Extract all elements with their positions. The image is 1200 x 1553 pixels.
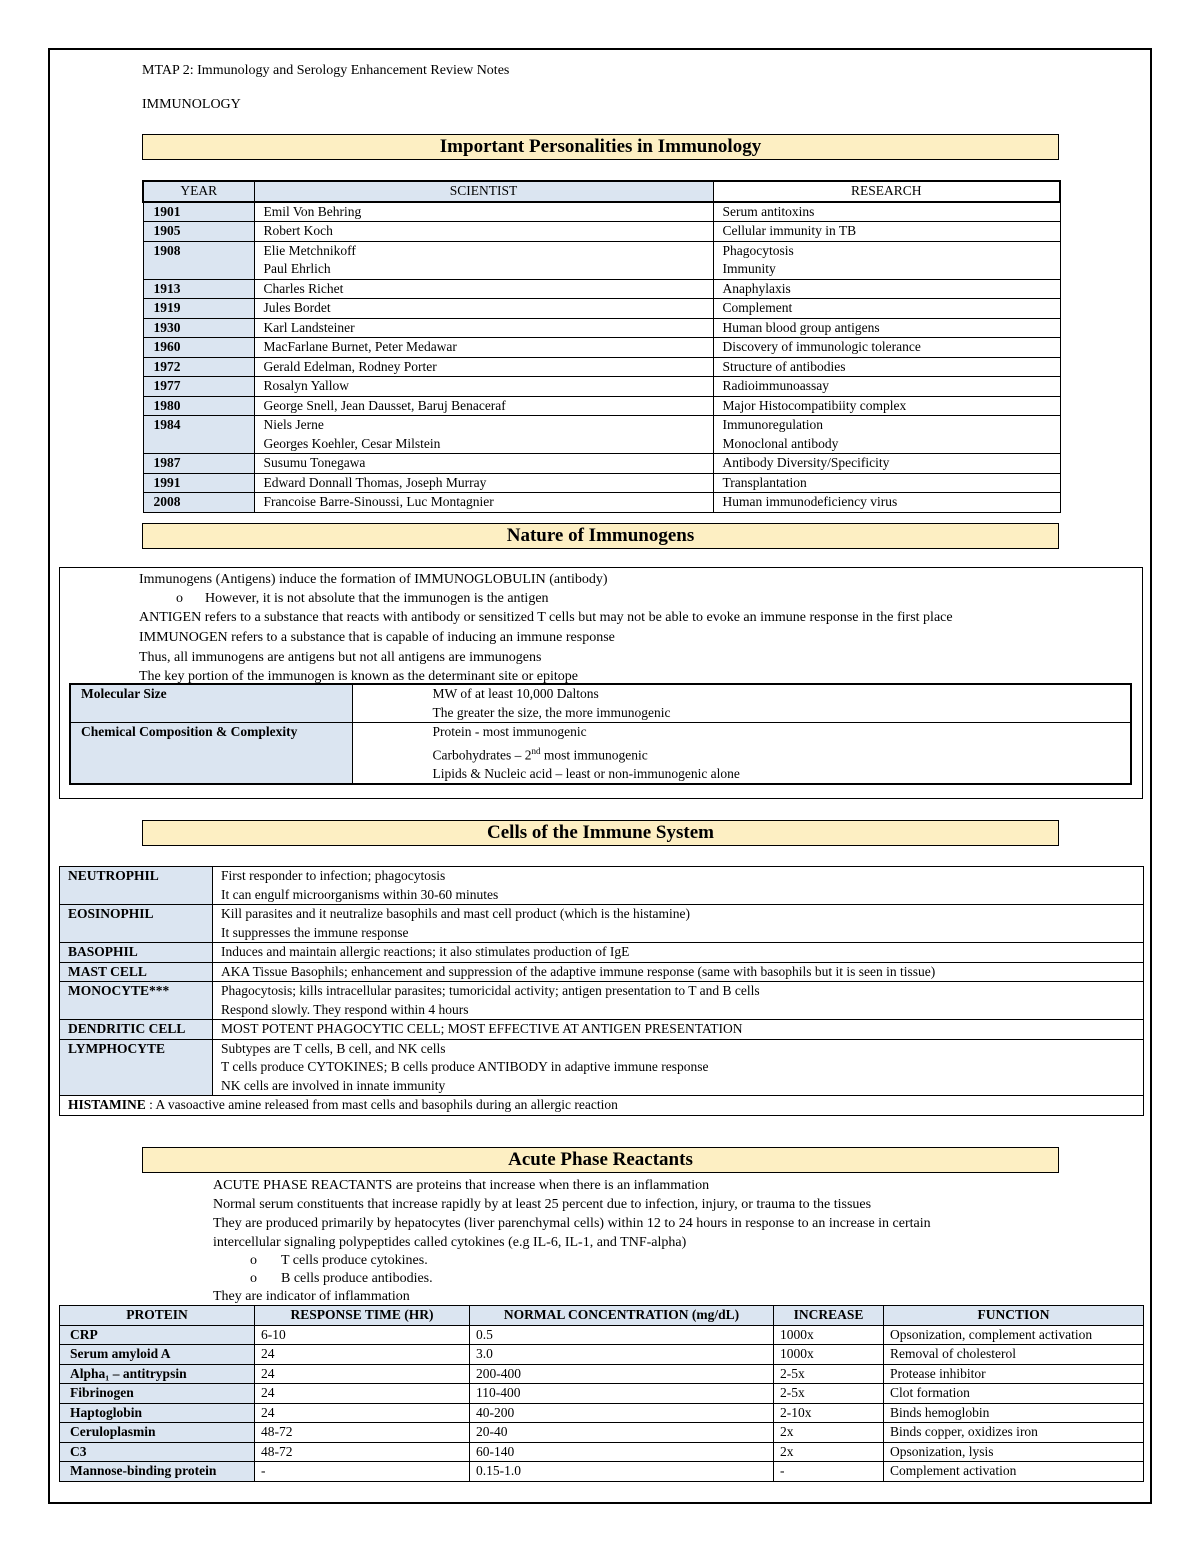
cell-type-row [60,962,1144,982]
cell-type-description [213,943,1144,963]
year-cell: 1991 [143,473,254,493]
function-cell: Removal of cholesterol [884,1345,1144,1365]
scientist-name: Robert Koch [263,223,333,238]
bullet-mark: o [250,1271,257,1286]
acute-phase-row [60,1325,1144,1345]
increase-cell: 2-5x [774,1384,884,1404]
scientist-name: Gerald Edelman, Rodney Porter [263,358,437,374]
research-cell [713,493,1060,513]
year-cell: 1913 [143,279,254,299]
research-topic: Immunoregulation [722,417,823,432]
cell-type-name: DENDRITIC CELL [60,1020,213,1040]
protein-cell: Mannose-binding protein [60,1462,255,1482]
response-time-cell: 24 [255,1384,470,1404]
cell-type-row [60,905,1144,943]
research-cell [713,377,1060,397]
research-cell [713,473,1060,493]
personality-row [143,279,1060,299]
col-header-year: YEAR [143,181,254,202]
protein-cell: Ceruloplasmin [60,1423,255,1443]
molecular-size-value [352,684,1131,723]
chem-line-1: Protein - most immunogenic [432,724,587,739]
scientist-cell [254,279,713,299]
scientist-cell [254,454,713,474]
cell-type-description [213,1020,1144,1040]
scientist-name: MacFarlane Burnet, Peter Medawar [263,339,457,354]
nature-line-5: The key portion of the immunogen is known as the determinant site or epitope [139,669,578,684]
scientist-name: Susumu Tonegawa [263,455,366,470]
description-line: Subtypes are T cells, B cell, and NK cells [221,1040,446,1056]
cell-type-name: BASOPHIL [60,943,213,963]
research-topic: Structure of antibodies [722,358,846,374]
histamine-label: HISTAMINE [68,1097,146,1112]
increase-cell: 1000x [774,1325,884,1345]
scientist-cell [254,396,713,416]
concentration-cell: 200-400 [470,1364,774,1384]
description-line: Kill parasites and it neutralize basophils and mast cell product (which is the histamine) [221,906,690,921]
research-topic: Cellular immunity in TB [722,223,857,238]
personality-row [143,338,1060,358]
personality-row [143,473,1060,493]
personality-row [143,396,1060,416]
col-header-function: FUNCTION [884,1306,1144,1326]
scientist-cell [254,357,713,377]
cell-type-name: MAST CELL [60,962,213,982]
year-cell: 1908 [143,241,254,279]
function-cell: Clot formation [884,1384,1144,1404]
research-topic: Phagocytosis [722,242,794,258]
increase-cell: 2x [774,1423,884,1443]
protein-cell: Serum amyloid A [60,1345,255,1365]
personality-row [143,377,1060,397]
response-time-cell: - [255,1462,470,1482]
chem-line-3: Lipids & Nucleic acid – least or non-immunogenic alone [432,765,740,781]
personality-row [143,357,1060,377]
scientist-cell [254,241,713,279]
col-header-response-time: RESPONSE TIME (HR) [255,1306,470,1326]
cell-type-row [60,1039,1144,1096]
scientist-name: Jules Bordet [263,300,331,315]
description-line: It suppresses the immune response [221,924,409,940]
year-cell: 1960 [143,338,254,358]
research-cell [713,416,1060,454]
molecular-size-label: Molecular Size [70,684,352,723]
research-cell [713,299,1060,319]
research-cell [713,241,1060,279]
concentration-cell: 0.15-1.0 [470,1462,774,1482]
research-cell [713,454,1060,474]
scientist-name: Niels Jerne [263,417,324,432]
increase-cell: 2-5x [774,1364,884,1384]
acute-phase-row [60,1442,1144,1462]
protein-cell: C3 [60,1442,255,1462]
nature-line-3: IMMUNOGEN refers to a substance that is capable of inducing an immune response [139,630,615,645]
personality-row [143,241,1060,279]
acute-phase-row [60,1423,1144,1443]
acute-phase-table [59,1305,1144,1482]
scientist-cell [254,493,713,513]
nature-line-4: Thus, all immunogens are antigens but not all antigens are immunogens [139,650,542,665]
research-topic: Serum antitoxins [722,203,815,219]
research-cell [713,318,1060,338]
research-topic: Human immunodeficiency virus [722,494,898,509]
function-cell: Protease inhibitor [884,1364,1144,1384]
increase-cell: 2x [774,1442,884,1462]
acute-phase-row [60,1384,1144,1404]
personalities-table [142,180,1061,513]
increase-cell: - [774,1462,884,1482]
cell-type-description [213,1039,1144,1096]
scientist-cell [254,416,713,454]
concentration-cell: 20-40 [470,1423,774,1443]
description-line: Phagocytosis; kills intracellular parasites; tumoricidal activity; antigen presentation to T and B cells [221,983,760,998]
col-header-research: RESEARCH [713,181,1060,202]
personality-row [143,299,1060,319]
function-cell: Opsonization, lysis [884,1442,1144,1462]
cells-banner: Cells of the Immune System [142,820,1059,846]
nature-line-1: Immunogens (Antigens) induce the formation of IMMUNOGLOBULIN (antibody) [139,572,608,587]
scientist-cell [254,299,713,319]
nature-banner: Nature of Immunogens [142,523,1059,549]
year-cell: 1905 [143,222,254,242]
cells-table [59,866,1144,1116]
protein-cell: Alpha₁ – antitrypsin [60,1364,255,1384]
research-topic: Transplantation [722,474,807,490]
cell-type-name: NEUTROPHIL [60,867,213,905]
chem-line-2 [433,742,1131,765]
research-topic: Anaphylaxis [722,280,791,296]
scientist-cell [254,338,713,358]
bullet-text: B cells produce antibodies. [281,1271,433,1286]
cell-type-row [60,867,1144,905]
research-topic: Discovery of immunologic tolerance [722,339,921,354]
acute-line-5: They are indicator of inflammation [213,1289,410,1304]
protein-cell: CRP [60,1325,255,1345]
acute-bullet-2 [250,1269,433,1289]
col-header-protein: PROTEIN [60,1306,255,1326]
histamine-row [60,1096,1144,1116]
function-cell: Binds copper, oxidizes iron [884,1423,1144,1443]
cell-type-row [60,982,1144,1020]
research-cell [713,357,1060,377]
scientist-cell [254,377,713,397]
research-topic: Major Histocompatibiity complex [722,397,907,413]
chemical-composition-label: Chemical Composition & Complexity [70,723,352,785]
section-heading: IMMUNOLOGY [142,97,241,112]
year-cell: 1930 [143,318,254,338]
cell-type-row [60,943,1144,963]
personality-row [143,222,1060,242]
acute-phase-row [60,1462,1144,1482]
acute-line-3: They are produced primarily by hepatocytes (liver parenchymal cells) within 12 to 24 hours in response to an increase in certain [213,1216,931,1231]
scientist-name: Paul Ehrlich [263,261,331,276]
scientist-cell [254,473,713,493]
research-topic: Antibody Diversity/Specificity [722,455,890,470]
cell-type-description [213,962,1144,982]
col-header-increase: INCREASE [774,1306,884,1326]
cell-type-description [213,867,1144,905]
year-cell: 1987 [143,454,254,474]
size-line-1: MW of at least 10,000 Daltons [432,686,599,701]
scientist-cell [254,222,713,242]
protein-cell: Fibrinogen [60,1384,255,1404]
cell-type-name: MONOCYTE*** [60,982,213,1020]
bullet-mark: o [250,1253,257,1268]
description-line: T cells produce CYTOKINES; B cells produce ANTIBODY in adaptive immune response [221,1059,709,1074]
cell-type-name: EOSINOPHIL [60,905,213,943]
document-title: MTAP 2: Immunology and Serology Enhancement Review Notes [142,63,510,78]
research-topic: Complement [722,300,793,315]
cell-type-description [213,905,1144,943]
function-cell: Binds hemoglobin [884,1403,1144,1423]
personality-row [143,454,1060,474]
nature-bullet-1 [176,589,549,609]
personality-row [143,416,1060,454]
description-line: First responder to infection; phagocytosis [221,868,446,883]
research-cell [713,396,1060,416]
research-topic: Human blood group antigens [722,319,880,335]
research-cell [713,338,1060,358]
year-cell: 1901 [143,202,254,222]
scientist-name: George Snell, Jean Dausset, Baruj Benaceraf [263,397,506,413]
increase-cell: 2-10x [774,1403,884,1423]
nature-line-2: ANTIGEN refers to a substance that reacts with antibody or sensitized T cells but may not be able to evoke an immune response in the first place [139,610,953,625]
col-header-normal-concentration: NORMAL CONCENTRATION (mg/dL) [470,1306,774,1326]
year-cell: 1980 [143,396,254,416]
protein-cell: Haptoglobin [60,1403,255,1423]
response-time-cell: 24 [255,1345,470,1365]
scientist-name: Elie Metchnikoff [263,242,356,258]
research-topic: Monoclonal antibody [722,435,839,451]
year-cell: 1977 [143,377,254,397]
scientist-cell [254,202,713,222]
acute-line-2: Normal serum constituents that increase rapidly by at least 25 percent due to infection, injury, or trauma to the tissues [213,1197,872,1212]
cell-type-name: LYMPHOCYTE [60,1039,213,1096]
year-cell: 1919 [143,299,254,319]
acute-phase-row [60,1345,1144,1365]
function-cell: Complement activation [884,1462,1144,1482]
scientist-name: Francoise Barre-Sinoussi, Luc Montagnier [263,494,494,509]
year-cell: 1984 [143,416,254,454]
concentration-cell: 60-140 [470,1442,774,1462]
description-line: Respond slowly. They respond within 4 hours [221,1001,469,1017]
scientist-name: Edward Donnall Thomas, Joseph Murray [263,474,487,490]
acute-phase-row [60,1364,1144,1384]
scientist-name: Karl Landsteiner [263,319,355,335]
bullet-text: However, it is not absolute that the immunogen is the antigen [205,591,549,606]
acute-line-4: intercellular signaling polypeptides called cytokines (e.g IL-6, IL-1, and TNF-alpha) [213,1235,687,1250]
response-time-cell: 48-72 [255,1423,470,1443]
research-topic: Immunity [722,261,776,276]
research-cell [713,279,1060,299]
acute-bullet-1 [250,1251,428,1271]
chem-line-2-b: most immunogenic [540,747,648,762]
description-line: MOST POTENT PHAGOCYTIC CELL; MOST EFFECTIVE AT ANTIGEN PRESENTATION [221,1021,743,1036]
bullet-text: T cells produce cytokines. [281,1253,428,1268]
personality-row [143,493,1060,513]
concentration-cell: 0.5 [470,1325,774,1345]
bullet-mark: o [176,591,183,606]
response-time-cell: 24 [255,1403,470,1423]
research-topic: Radioimmunoassay [722,378,829,393]
chem-line-2-a: Carbohydrates – 2 [432,747,532,762]
chemical-composition-value [352,723,1131,785]
histamine-text: : A vasoactive amine released from mast cells and basophils during an allergic reaction [149,1097,618,1112]
description-line: AKA Tissue Basophils; enhancement and suppression of the adaptive immune response (same with basophils but it is seen in tissue) [221,963,936,979]
scientist-name: Emil Von Behring [263,203,362,219]
response-time-cell: 48-72 [255,1442,470,1462]
personality-row [143,318,1060,338]
personality-row [143,202,1060,222]
acute-phase-row [60,1403,1144,1423]
description-line: Induces and maintain allergic reactions; it also stimulates production of IgE [221,944,630,959]
chem-line-2-sup: nd [531,745,541,756]
scientist-name: Rosalyn Yallow [263,378,350,393]
scientist-name: Georges Koehler, Cesar Milstein [263,435,441,451]
size-line-2: The greater the size, the more immunogenic [432,704,671,720]
function-cell: Opsonization, complement activation [884,1325,1144,1345]
response-time-cell: 24 [255,1364,470,1384]
personalities-banner: Important Personalities in Immunology [142,134,1059,160]
immunogen-properties-table [69,683,1132,785]
research-cell [713,202,1060,222]
acute-line-1: ACUTE PHASE REACTANTS are proteins that increase when there is an inflammation [213,1178,710,1193]
scientist-name: Charles Richet [263,280,344,296]
acute-banner: Acute Phase Reactants [142,1147,1059,1173]
response-time-cell: 6-10 [255,1325,470,1345]
concentration-cell: 3.0 [470,1345,774,1365]
year-cell: 1972 [143,357,254,377]
cell-type-row [60,1020,1144,1040]
description-line: It can engulf microorganisms within 30-60 minutes [221,886,499,902]
year-cell: 2008 [143,493,254,513]
increase-cell: 1000x [774,1345,884,1365]
cell-type-description [213,982,1144,1020]
research-cell [713,222,1060,242]
col-header-scientist: SCIENTIST [254,181,713,202]
concentration-cell: 110-400 [470,1384,774,1404]
scientist-cell [254,318,713,338]
description-line: NK cells are involved in innate immunity [221,1077,446,1093]
concentration-cell: 40-200 [470,1403,774,1423]
